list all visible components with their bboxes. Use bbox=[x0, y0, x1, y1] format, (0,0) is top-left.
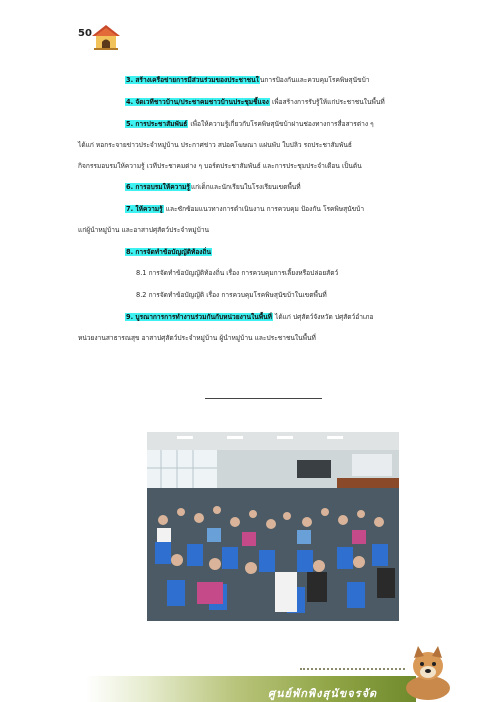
item-3 bbox=[125, 76, 370, 85]
item-3-heading: 3. สร้างเครือข่ายการมีส่วนร่วมของประชาชนใ bbox=[126, 76, 259, 84]
item-7-line-2: แก่ผู้นำหมู่บ้าน และอาสาปศุสัตว์ประจำหมู่บ้าน bbox=[78, 226, 210, 234]
item-9-heading: 9. บูรณาการการทำงานร่วมกันกับหน่วยงานในพื้นที่ bbox=[126, 313, 272, 321]
item-8 bbox=[125, 248, 212, 257]
item-3-text: นการป้องกันและควบคุมโรคพิษสุนัขบ้า bbox=[259, 76, 370, 84]
item-6 bbox=[125, 183, 301, 192]
dog-house-icon bbox=[90, 23, 122, 51]
item-7 bbox=[125, 205, 364, 214]
item-6-text: แก่เด็กและนักเรียนในโรงเรียนเขตพื้นที่ bbox=[190, 183, 301, 191]
item-8-sub-2: 8.2 การจัดทำข้อบัญญัติ เรื่อง การควบคุมโรคพิษสุนัขบ้าในเขตพื้นที่ bbox=[136, 291, 327, 299]
item-5-line-3: กิจกรรมอบรมให้ความรู้ เวทีประชาคมต่าง ๆ บอร์ดประชาสัมพันธ์ และการประชุมประจำเดือน เป็นต้น bbox=[78, 162, 362, 170]
item-4 bbox=[125, 98, 385, 107]
item-5-heading: 5. การประชาสัมพันธ์ bbox=[126, 120, 188, 128]
item-5-line-2: ได้แก่ หอกระจายข่าวประจำหมู่บ้าน ประกาศข่าว สปอตโฆษณา แผ่นพับ ใบปลิว รถประชาสัมพันธ์ bbox=[78, 141, 352, 149]
item-9-line-2: หน่วยงานสาธารณสุข อาสาปศุสัตว์ประจำหมู่บ้าน ผู้นำหมู่บ้าน และประชาชนในพื้นที่ bbox=[78, 334, 316, 342]
item-7-text: และซักซ้อมแนวทางการดำเนินงาน การควบคุม ป้องกัน โรคพิษสุนัขบ้า bbox=[163, 205, 365, 213]
item-9 bbox=[125, 313, 373, 322]
item-9-text: ได้แก่ ปศุสัตว์จังหวัด ปศุสัตว์อำเภอ bbox=[272, 313, 374, 321]
dog-icon bbox=[398, 640, 458, 702]
section-divider bbox=[205, 398, 322, 399]
footer-brand: ศูนย์พักพิงสุนัขจรจัด bbox=[268, 687, 378, 700]
item-8-sub-1: 8.1 การจัดทำข้อบัญญัติท้องถิ่น เรื่อง การควบคุมการเลี้ยงหรือปล่อยสัตว์ bbox=[136, 269, 339, 277]
item-5-text: เพื่อให้ความรู้เกี่ยวกับโรคพิษสุนัขบ้าผ่านช่องทางการสื่อสารต่าง ๆ bbox=[188, 120, 374, 128]
item-4-text: เพื่อสร้างการรับรู้ให้แก่ประชาชนในพื้นที่ bbox=[269, 98, 385, 106]
item-6-heading: 6. การอบรมให้ความรู้ bbox=[126, 183, 190, 191]
item-8-heading: 8. การจัดทำข้อบัญญัติท้องถิ่น bbox=[126, 248, 212, 256]
item-5 bbox=[125, 120, 374, 129]
item-4-heading: 4. จัดเวทีชาวบ้าน/ประชาคมชาวบ้านประชุมชี้แจง bbox=[126, 98, 269, 106]
footer-dotted-line bbox=[300, 668, 405, 670]
meeting-photo bbox=[147, 432, 399, 621]
page-number: 50 bbox=[78, 28, 92, 39]
item-7-heading: 7. ให้ความรู้ bbox=[126, 205, 163, 213]
